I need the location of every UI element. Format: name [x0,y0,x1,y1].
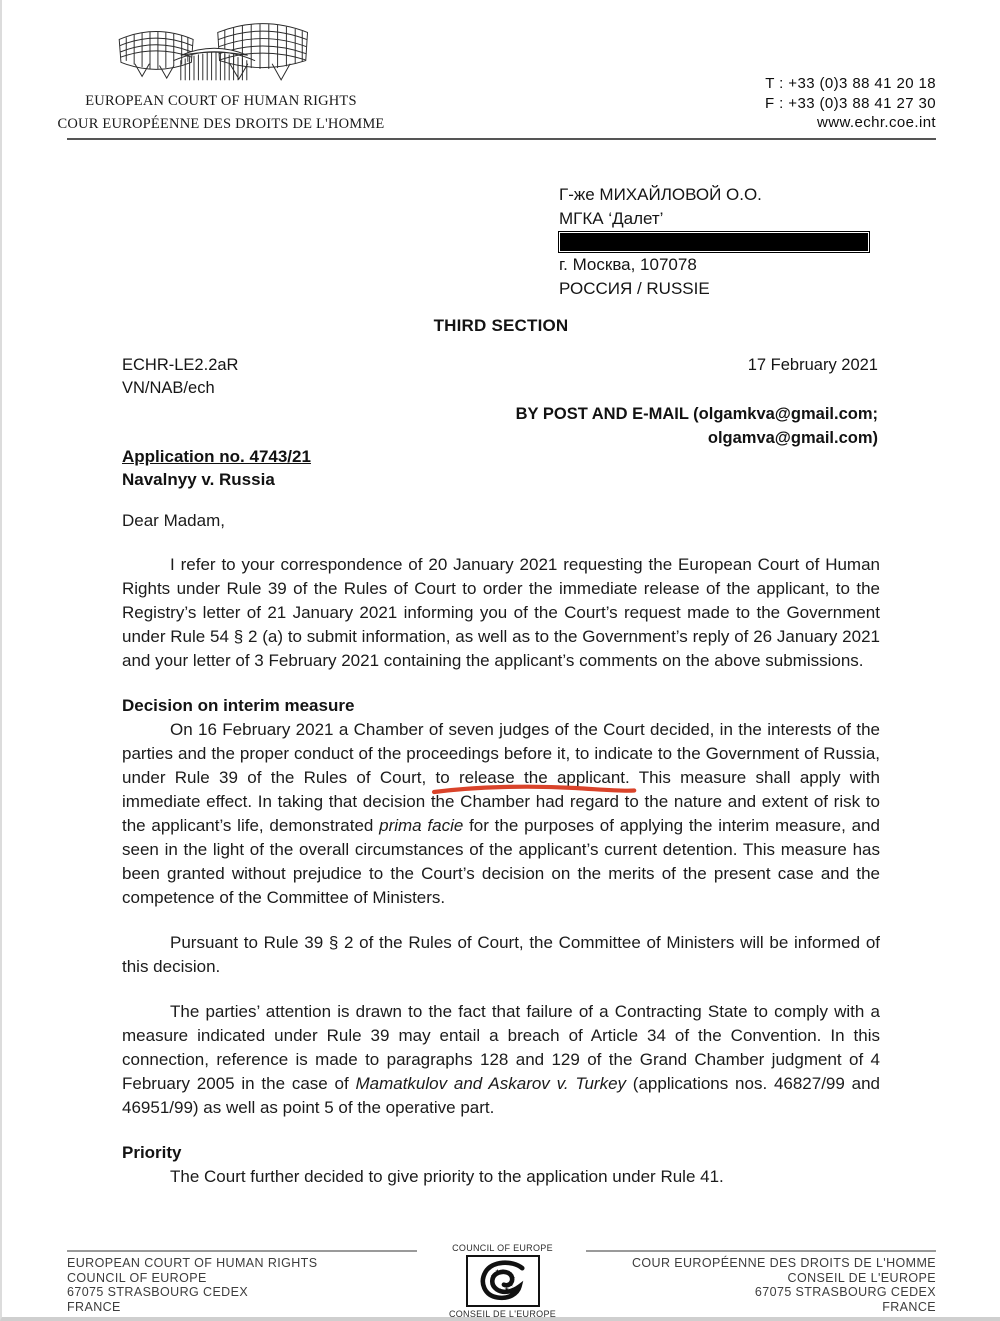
paragraph-article34: The parties’ attention is drawn to the fact that failure of a Contracting State to comply with a measure indicated under Rule 39 may entail a breach of Article 34 of the Convention. In this connection, reference is made to paragraphs 128 and 129 of the Grand Chamber judgment of 4 February 2005 in the case of Mamatkulov and Askarov v. Turkey (applications nos. 46827/99 and 46951/99) as well as point 5 of the operative part. [122,1002,880,1117]
salutation: Dear Madam, [122,511,225,530]
reference-code: ECHR-LE2.2aR [122,356,239,374]
footer-right-line: FRANCE [882,1299,936,1314]
echr-building-logo [97,6,335,94]
delivery-method [516,402,878,450]
footer-left-line: FRANCE [67,1299,121,1314]
recipient-address [559,183,869,300]
delivery-line1: BY POST AND E-MAIL (olgamkva@gmail.com; [515,405,878,423]
paragraph-intro: I refer to your correspondence of 20 January 2021 requesting the European Court of Human Rights under Rule 39 of the Rules of Court to order the immediate release of the applicant, to the Registry’s letter of 21 January 2021 informing you of the Court’s request made to the Government under Rule 54 § 2 (a) to submit information, as well as to the Government’s reply of 26 January 2021 and your letter of 3 February 2021 containing the applicant’s comments on the above submissions. [122,555,880,670]
svg-text:★: ★ [489,1273,495,1280]
contact-phone: T : +33 (0)3 88 41 20 18 [765,75,936,92]
contact-website: www.echr.coe.int [817,114,936,131]
footer-divider-right [586,1250,936,1252]
recipient-country: РОССИЯ / RUSSIE [559,278,710,298]
coe-label-en: COUNCIL OF EUROPE [452,1243,553,1253]
recipient-name: Г-же МИХАЙЛОВОЙ О.О. [559,185,762,204]
footer-right-line: COUR EUROPÉENNE DES DROITS DE L'HOMME [631,1256,936,1270]
footer-divider-left [67,1250,417,1252]
paragraph-committee: Pursuant to Rule 39 § 2 of the Rules of Court, the Committee of Ministers will be informed of this decision. [122,933,880,976]
council-of-europe-logo [445,1243,560,1319]
org-name-en: EUROPEAN COURT OF HUMAN RIGHTS [85,93,357,109]
header-divider [67,138,936,140]
org-names [54,90,388,135]
contact-fax: F : +33 (0)3 88 41 27 30 [765,94,936,112]
section-title: THIRD SECTION [433,316,569,335]
reference-initials: VN/NAB/ech [122,379,215,397]
italic-text: Mamatkulov and Askarov v. Turkey [355,1074,627,1093]
red-underline-annotation: to release the applicant. [435,768,629,787]
case-name: Navalnyy v. Russia [122,470,275,489]
recipient-city: г. Москва, 107078 [559,255,697,274]
application-number: Application no. 4743/21 [122,447,311,466]
paragraph-decision: On 16 February 2021 a Chamber of seven judges of the Court decided, in the interests of the parties and the proper conduct of the proceedings before it, to indicate to the Government of Russia, under Rule 39 of the Rules of Court, to release the applicant. This measure shall apply with immediate effect. In taking that decision the Chamber had regard to the nature and extent of risk to the applicant’s life, demonstrated prima facie for the purposes of applying the interim measure, and seen in the light of the overall circumstances of the applicant’s current detention. This measure has been granted without prejudice to the Court’s decision on the merits of the present case and the competence of the Committee of Ministers. [122,720,880,907]
svg-text:★: ★ [491,1285,497,1292]
org-name-fr: COUR EUROPÉENNE DES DROITS DE L'HOMME [57,116,385,132]
coe-label-fr: CONSEIL DE L'EUROPE [448,1309,557,1319]
paragraph-priority: The Court further decided to give priority to the application under Rule 41. [170,1167,724,1186]
svg-text:★: ★ [494,1268,500,1275]
svg-text:★: ★ [506,1270,512,1277]
footer-left-line: COUNCIL OF EUROPE [67,1270,207,1285]
letter-body [122,509,880,1210]
svg-text:★: ★ [503,1287,509,1294]
coe-e-stars-icon [470,1259,536,1303]
priority-heading: Priority [122,1143,182,1162]
italic-text: prima facie [379,816,464,835]
delivery-line2: olgamva@gmail.com) [707,429,878,447]
coe-emblem [466,1255,540,1307]
redaction-bar [559,232,869,252]
footer-address-fr [632,1256,936,1314]
svg-text:★: ★ [489,1279,494,1286]
footer-right-line: CONSEIL DE L'EUROPE [787,1270,936,1285]
svg-text:★: ★ [497,1288,503,1294]
footer-left-line: EUROPEAN COURT OF HUMAN RIGHTS [67,1256,318,1270]
footer-address-en [67,1256,317,1314]
footer-left-line: 67075 STRASBOURG CEDEX [67,1285,249,1299]
letter-date: 17 February 2021 [747,356,878,374]
svg-text:★: ★ [508,1282,514,1289]
svg-text:★: ★ [500,1268,505,1275]
decision-heading: Decision on interim measure [122,696,355,715]
svg-text:★: ★ [510,1276,516,1283]
recipient-org: МГКА ‘Далет’ [559,208,664,228]
contact-block [765,74,936,133]
footer-right-line: 67075 STRASBOURG CEDEX [754,1285,936,1299]
